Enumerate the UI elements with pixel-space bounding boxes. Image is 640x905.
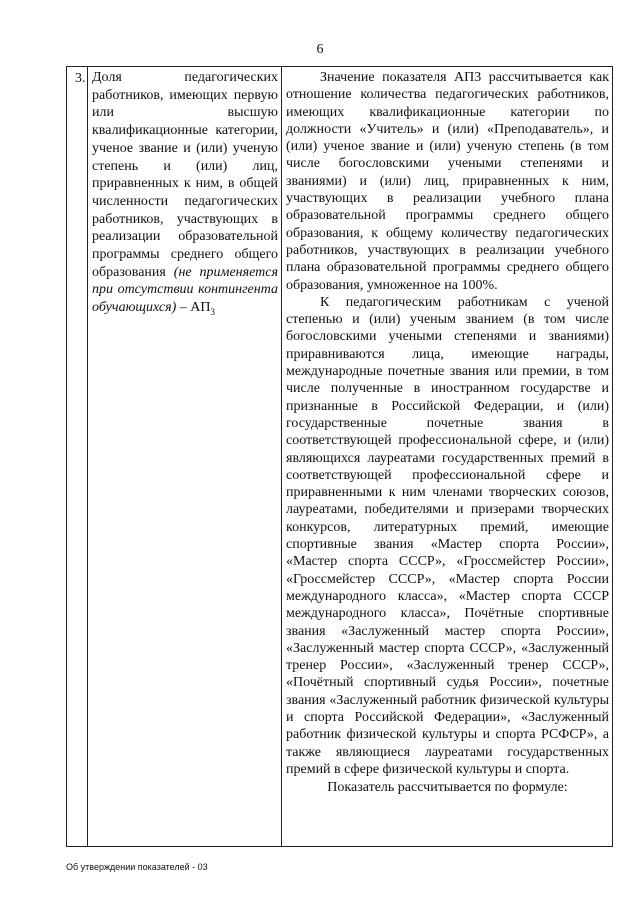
indicator-name — [92, 69, 278, 322]
description-paragraph: Значение показателя АП3 рассчитывается как отношение количества педагогических работников, имеющих квалификационные категории по должности «Учитель» и (или) «Преподаватель», и (или) ученое звание и (или) ученую степень (в том числе богословскими учеными степенями и званиями) и (или) лиц, приравненных к ним, участвующих в реализации учебного плана образовательной программы среднего общего образования, к общему количеству педагогических работников, участвующих в реализации учебного плана образовательной программы среднего общего образования, умноженное на 100%. — [286, 70, 609, 293]
column-divider — [281, 67, 282, 846]
page-number: 6 — [316, 42, 324, 57]
indicator-code: – АП — [176, 300, 211, 316]
indicator-note: (не применяется при отсутствии контингента обучающихся) — [92, 264, 278, 316]
indicator-code-sub: 3 — [210, 306, 215, 317]
formula-intro: Показатель рассчитывается по формуле: — [327, 780, 568, 796]
description-paragraph: К педагогическим работникам с ученой степенью и (или) ученым званием (в том числе богословскими учеными степенями и званиями) приравниваются лица, имеющие награды, международные почетные звания или премии, в том числе полученные в иностранном государстве и признанные в Российской Федерации, и (или) государственные почетные звания в соответствующей профессиональной сфере, и (или) являющихся лауреатами государственных премий в соответствующей профессиональной сфере и приравненными к ним членами творческих союзов, лауреатами, победителями и призерами творческих конкурсов, литературных премий, имеющие спортивные звания «Мастер спорта России», «Мастер спорта СССР», «Гроссмейстер России», «Гроссмейстер СССР», «Мастер спорта России международного класса», «Мастер спорта СССР международного класса», Почётные спортивные звания «Заслуженный мастер спорта России», «Заслуженный мастер спорта СССР», «Заслуженный тренер России», «Заслуженный тренер СССР», «Почётный спортивный судья России», почетные звания «Заслуженный работник физической культуры и спорта Российской Федерации», «Заслуженный работник физической культуры и спорта РСФСР», а также являющиеся лауреатами государственных премий в сфере физической культуры и спорта. — [286, 294, 609, 777]
footer-note: Об утверждении показателей - 03 — [66, 862, 208, 872]
indicator-table — [66, 66, 613, 847]
indicator-text: Доля педагогических работников, имеющих первую или высшую квалификационные категории, ученое звание и (или) ученую степень и (или) лиц, приравненных к ним, в общей численности педагогических работников, участвующих в реализации образовательной программы среднего общего образования — [92, 70, 278, 280]
indicator-description — [286, 69, 609, 796]
row-number: 3. — [75, 71, 86, 86]
column-divider — [87, 67, 88, 846]
